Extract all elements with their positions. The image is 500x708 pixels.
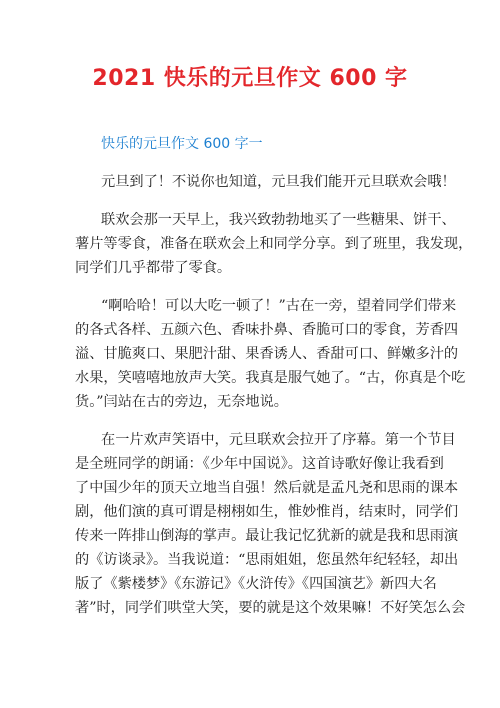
text-line: 的各式各样、五颜六色、香味扑鼻、香脆可口的零食，芳香四	[75, 322, 459, 338]
text-line: 水果，笑嘻嘻地放声大笑。我真是服气她了。“古，你真是个吃	[75, 370, 466, 386]
text-line: 元旦到了！不说你也知道，元旦我们能开元旦联欢会哦！	[101, 174, 456, 190]
text-line: 著”时，同学们哄堂大笑，要的就是这个效果嘛！不好笑怎么会	[75, 600, 466, 616]
document-title: 2021 快乐的元旦作文 600 字	[92, 66, 408, 91]
text-line: 在一片欢声笑语中，元旦联欢会拉开了序幕。第一个节目	[101, 432, 456, 448]
document-body	[75, 170, 473, 634]
paragraph-3	[75, 294, 466, 414]
paragraph-4	[75, 428, 466, 620]
text-line: 的《访谈录》。当我说道：“思雨姐姐，您虽然年纪轻轻，却出	[75, 552, 459, 568]
text-line: 剧，他们演的真可谓是栩栩如生，惟妙惟肖，结束时，同学们	[75, 504, 459, 520]
text-line: 薯片等零食，准备在联欢会上和同学分享。到了班里，我发现，	[75, 236, 473, 252]
text-line: 联欢会那一天早上，我兴致勃勃地买了一些糖果、饼干、	[101, 212, 456, 228]
text-line: “啊哈哈！可以大吃一顿了！”古在一旁，望着同学们带来	[101, 298, 457, 314]
text-line: 传来一阵排山倒海的掌声。最让我记忆犹新的就是我和思雨演	[75, 528, 459, 544]
section-heading: 快乐的元旦作文 600 字一	[101, 136, 263, 152]
paragraph-1	[75, 170, 456, 194]
text-line: 溢、甘脆爽口、果肥汁甜、果香诱人、香甜可口、鲜嫩多汁的	[75, 346, 459, 362]
text-line: 同学们几乎都带了零食。	[75, 260, 232, 276]
text-line: 货。”闫站在古的旁边，无奈地说。	[75, 394, 288, 410]
text-line: 了中国少年的顶天立地当自强！然后就是孟凡尧和思雨的课本	[75, 480, 459, 496]
text-line: 版了《紫楼梦》《东游记》《火浒传》《四国演艺》新四大名	[75, 576, 437, 592]
text-line: 是全班同学的朗诵：《少年中国说》。这首诗歌好像让我看到	[75, 456, 444, 472]
paragraph-2	[75, 208, 473, 280]
